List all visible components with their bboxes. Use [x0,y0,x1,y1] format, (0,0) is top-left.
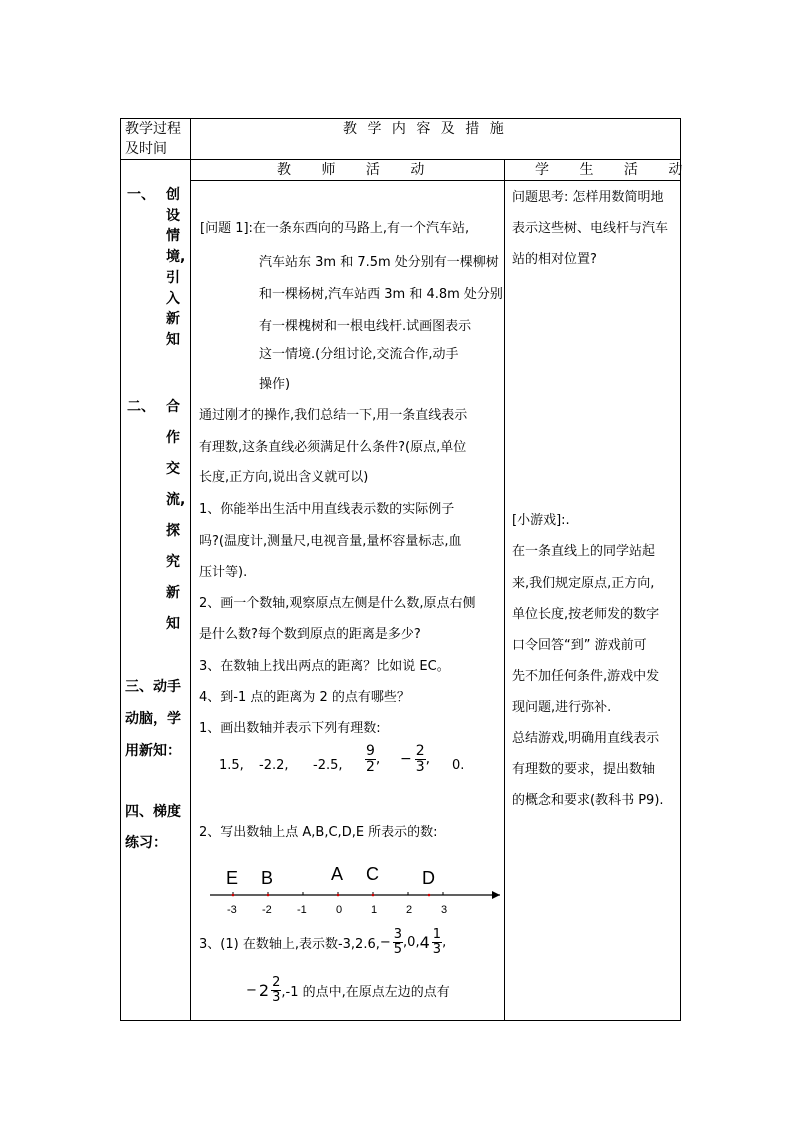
number-line-point-label: C [366,864,379,884]
student-game-line5: 先不加任何条件,游戏中发 [512,669,660,684]
ex3-frac1-numerator: 3 [393,927,403,942]
student-think-line2: 表示这些树、电线杆与汽车 [512,221,669,236]
section-3-line2: 动脑，学 [125,711,181,727]
student-game-title: [小游戏]:. [512,513,570,528]
question1-line2: 吗?(温度计,测量尺,电视音量,量杯容量标志,血 [199,534,462,549]
student-think-line3: 站的相对位置? [512,252,597,267]
number-line-tick-label: 3 [441,904,448,916]
number-line-tick-label: 2 [406,904,413,916]
student-summary-line3: 的概念和要求(教科书 P9). [512,793,664,808]
ex3-text-pre: 3、(1) 在数轴上,表示数-3,2.6, [199,936,380,952]
ex1-value-f: 0. [452,758,465,773]
question1-line1: 1、你能举出生活中用直线表示数的实际例子 [199,502,455,517]
s1-char: 创 [166,187,180,203]
header-col1-line1: 教学过程 [125,121,181,137]
exercise3-line2 [246,976,450,1004]
section-2-number: 二、 [127,399,155,415]
problem1-line1: [问题 1]:在一条东西向的马路上,有一个汽车站, [200,221,470,236]
number-line-point-label: B [261,868,274,888]
s2-char: 究 [166,554,180,570]
s1-char: 设 [166,207,180,224]
problem1-line2: 汽车站东 3m 和 7.5m 处分别有一棵柳树 [259,255,499,270]
s2-char: 合 [166,399,180,415]
ex1-value-a: 1.5, [219,758,244,773]
ex1-fraction-d [365,744,380,774]
ex1-value-b: -2.2, [259,758,289,773]
ex1-fraction-e-sep: , [425,751,431,768]
student-summary-line1: 总结游戏,明确用直线表示 [512,731,660,746]
number-line-tick-label: 0 [336,904,343,916]
number-line-point-label: E [226,868,239,888]
ex1-fraction-d-numerator: 9 [366,743,375,759]
question3: 3、在数轴上找出两点的距离？比如说 EC。 [199,659,450,674]
ex1-fraction-e-sign: − [400,751,412,768]
problem1-line5: 这一情境.(分组讨论,交流合作,动手 [259,347,459,362]
s2-char: 流, [166,492,186,508]
header-col1-line2: 及时间 [125,141,167,157]
section-3-line1: 三、动手 [125,679,181,695]
ex1-fraction-e [400,744,430,774]
student-summary-line2: 有理数的要求，提出数轴 [512,762,656,777]
s2-char: 新 [166,585,180,601]
ex1-value-c: -2.5, [313,758,343,773]
table-line-header [120,159,681,160]
summary-line1: 通过刚才的操作,我们总结一下,用一条直线表示 [199,408,468,423]
ex3-text-post: ,-1 的点中,在原点左边的点有 [281,984,450,1000]
ex3-mixed2-whole: 2 [258,980,270,1000]
table-divider-col2 [504,159,505,1021]
s1-char: 新 [166,311,180,328]
ex1-fraction-e-denominator: 3 [415,758,425,775]
table-divider-col1 [190,118,191,1021]
table-border-right [680,118,681,1021]
header-student: 学 生 活 动 [535,162,687,178]
s2-char: 探 [166,523,180,539]
section-4-line1: 四、梯度 [125,804,181,820]
question2-line2: 是什么数?每个数到原点的距离是多少? [199,627,421,642]
s1-char: 引 [166,269,180,286]
ex3-mixed1-whole: 4 [419,932,430,952]
ex1-fraction-e-numerator: 2 [415,743,425,759]
ex3-mixed1-denominator: 3 [432,941,442,957]
summary-line3: 长度,正方向,说出含义就可以) [199,470,369,485]
question4: 4、到-1 点的距离为 2 的点有哪些？ [199,690,410,705]
ex3-mixed2-numerator: 2 [272,975,281,990]
section-4-line2: 练习： [125,835,167,851]
table-line-subheader [190,180,681,181]
s1-char: 知 [166,331,180,348]
s1-char: 入 [166,290,180,307]
number-line-arrow [492,891,500,899]
ex1-fraction-d-denominator: 2 [366,758,375,775]
ex3-text-mid: ,0, [403,934,420,950]
number-line-tick-label: -2 [262,904,272,916]
s2-char: 作 [166,430,180,446]
exercise1-title: 1、画出数轴并表示下列有理数: [199,721,381,736]
number-line-point [337,894,340,897]
ex1-fraction-d-sep: , [375,751,381,768]
problem1-line4: 有一棵槐树和一根电线杆.试画图表示 [259,319,472,334]
number-line-point [267,894,270,897]
number-line-point-label: D [422,868,435,888]
number-line-point [372,894,375,897]
problem1-line6: 操作) [259,377,291,392]
number-line [200,858,504,918]
student-game-line1: 在一条直线上的同学站起 [512,544,656,559]
exercise3-line1 [199,928,446,956]
student-game-line3: 单位长度,按老师发的数字 [512,607,660,622]
table-border-left [120,118,121,1021]
ex3-text-end1: , [442,934,447,950]
s2-char: 交 [166,461,180,477]
number-line-point [428,894,431,897]
problem1-line3: 和一棵杨树,汽车站西 3m 和 4.8m 处分别 [259,287,503,302]
student-game-line2: 来,我们规定原点,正方向, [512,576,655,591]
s2-char: 知 [166,616,180,632]
number-line-point-label: A [331,864,344,884]
question2-line1: 2、画一个数轴,观察原点左侧是什么数,原点右侧 [199,596,476,611]
number-line-tick-label: -3 [227,904,237,916]
table-border-bottom [120,1020,681,1021]
header-teacher: 教 师 活 动 [277,162,429,178]
section-3-line3: 用新知： [125,743,181,759]
student-game-line6: 现问题,进行弥补. [512,700,612,715]
ex3-mixed1-numerator: 1 [432,927,442,942]
number-line-tick-label: 1 [371,904,378,916]
s1-char: 境, [166,249,186,266]
ex3-frac1-sign: − [379,934,391,950]
number-line-tick-label: -1 [297,904,307,916]
exercise2-title: 2、写出数轴上点 A,B,C,D,E 所表示的数: [199,825,438,840]
ex3-frac1-denominator: 5 [393,941,403,957]
table-border-top [120,118,681,119]
header-main: 教 学 内 容 及 措 施 [343,121,507,137]
ex3-mixed2-denominator: 3 [272,989,281,1005]
question1-line3: 压计等). [199,565,248,580]
s1-char: 情 [166,228,180,245]
student-think-line1: 问题思考: 怎样用数简明地 [512,190,664,205]
number-line-point [232,894,235,897]
student-game-line4: 口令回答“到” 游戏前可 [512,638,647,653]
ex3-mixed2-sign: − [246,982,257,998]
summary-line2: 有理数,这条直线必须满足什么条件?(原点,单位 [199,440,467,455]
section-1-number: 一、 [127,187,155,203]
